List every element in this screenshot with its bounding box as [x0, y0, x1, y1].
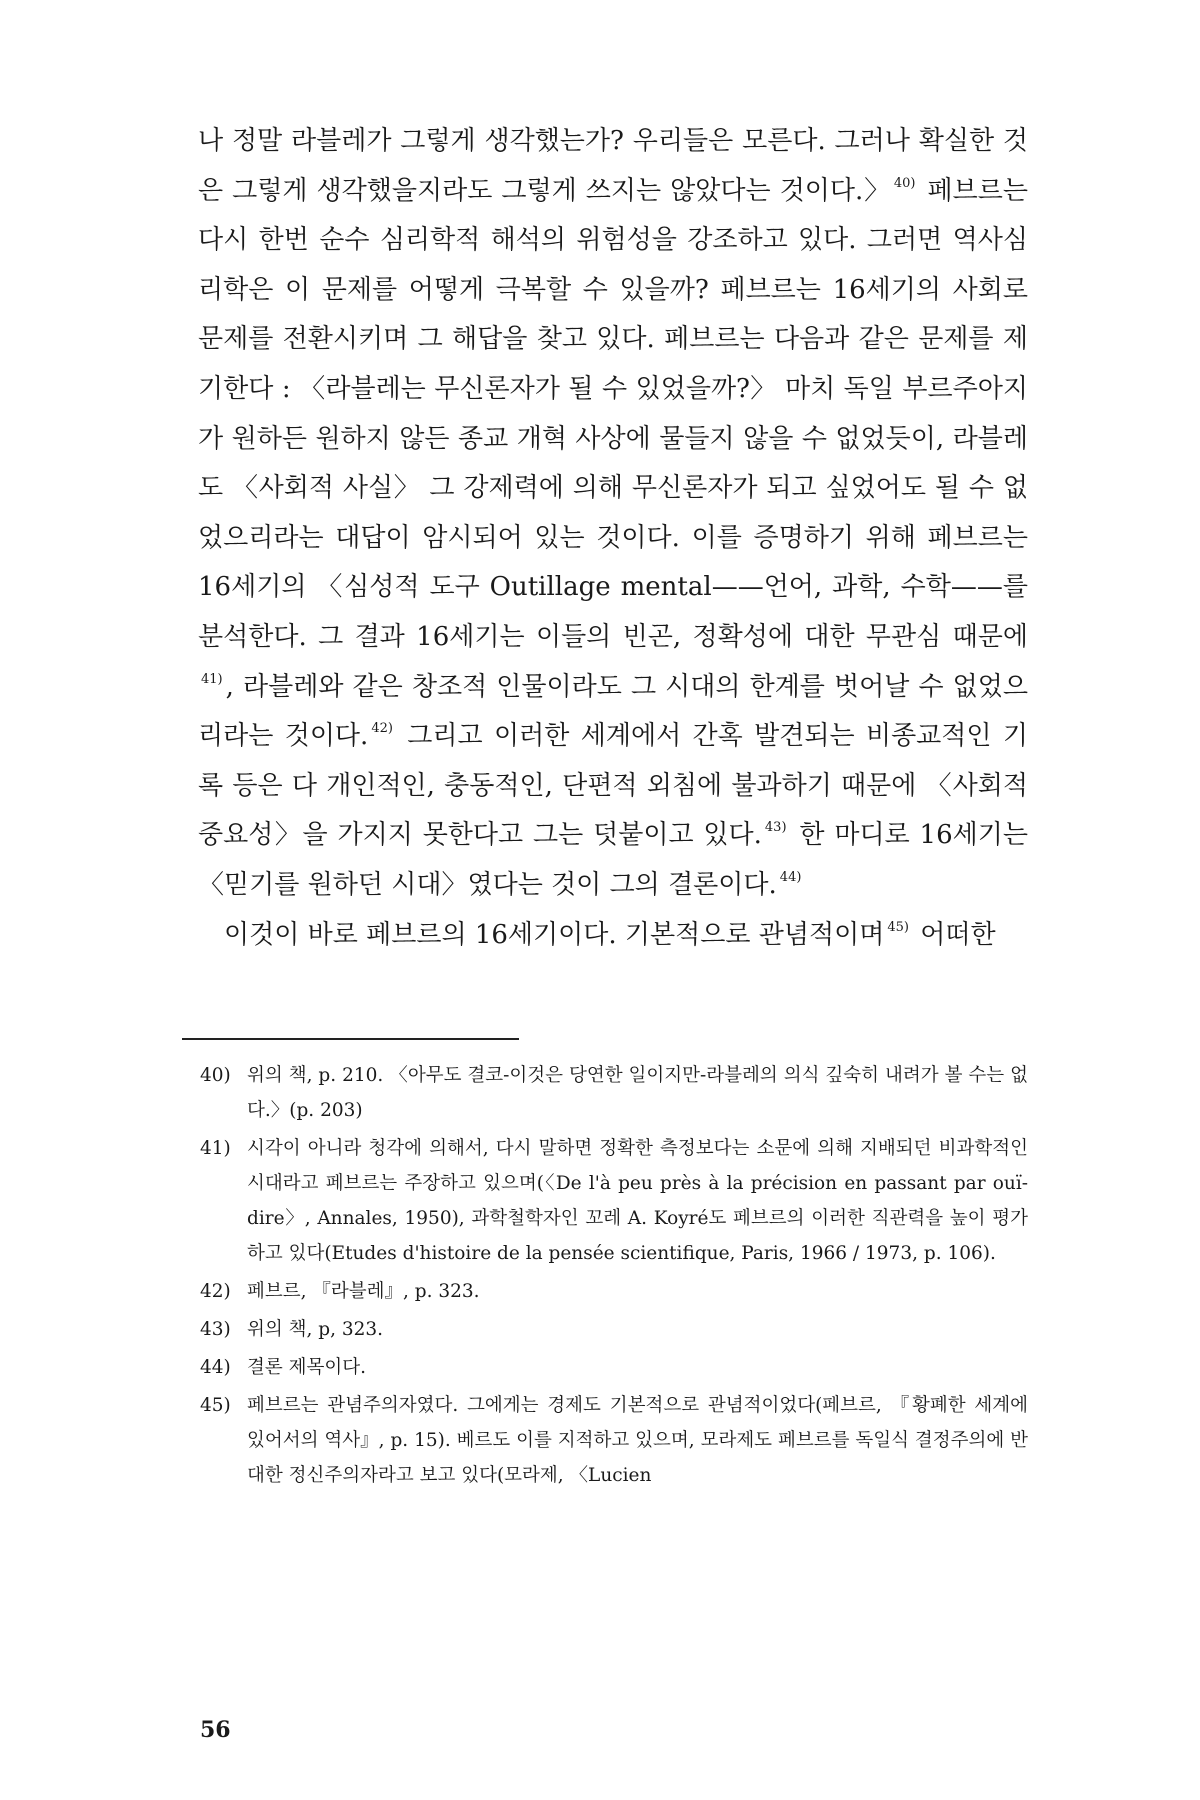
- text-run: 어떠한: [911, 919, 996, 950]
- footnote: [200, 1388, 1028, 1493]
- footnote-divider: [182, 1038, 519, 1040]
- footnote-number: 43): [200, 1319, 231, 1340]
- text-run: , 라블레와 같은 창조적 인물이라도 그 시대의 한계를 벗어날 수 없었으리라는 것이다.: [198, 671, 1028, 752]
- text-run: 그리고 이러한 세계에서 간혹 발견되는 비종교적인 기록 등은 다 개인적인, 충동적인, 단편적 외침에 불과하기 때문에 〈사회적 중요성〉을 가지지 못한다고 그는 덧붙이고 있다.: [198, 721, 1029, 851]
- footnote-text: 시각이 아니라 청각에 의해서, 다시 말하면 정확한 측정보다는 소문에 의해 지배되던 비과학적인 시대라고 페브르는 주장하고 있으며(〈De l'à peu près à la précision en passant par ouï-dire〉, Annales, 1950), 과학철학자인 꼬레 A. Koyré도 페브르의 이러한 직관력을 높이 평가하고 있다(Etudes d'histoire de la pensée scientifique, Paris, 1966 / 1973, p. 106).: [247, 1138, 1028, 1264]
- footnote: [200, 1274, 1028, 1309]
- footnote-ref: 40): [893, 175, 916, 191]
- text-run: 이것이 바로 페브르의 16세기이다. 기본적으로 관념적이며: [224, 919, 885, 950]
- footnote-text: 페브르, 『라블레』, p. 323.: [247, 1281, 480, 1302]
- text-run: 나 정말 라블레가 그렇게 생각했는가? 우리들은 모른다. 그러나 확실한 것은 그렇게 생각했을지라도 그렇게 쓰지는 않았다는 것이다.〉: [198, 126, 1028, 206]
- footnote-text: 결론 제목이다.: [247, 1357, 366, 1378]
- body-text: [198, 117, 1028, 960]
- footnote-text: 위의 책, p, 323.: [247, 1319, 384, 1340]
- footnote-number: 42): [200, 1281, 231, 1302]
- footnote-number: 44): [200, 1357, 231, 1378]
- footnote: [200, 1058, 1028, 1128]
- text-run: 페브르는 다시 한번 순수 심리학적 해석의 위험성을 강조하고 있다. 그러면 역사심리학은 이 문제를 어떻게 극복할 수 있을까? 페브르는 16세기의 사회로 문제를 전환시키며 그 해답을 찾고 있다. 페브르는 다음과 같은 문제를 제기한다 : 〈라블레는 무신론자가 될 수 있었을까?〉 마치 독일 부르주아지가 원하든 원하지 않든 종교 개혁 사상에 물들지 않을 수 없었듯이, 라블레도 〈사회적 사실〉 그 강제력에 의해 무신론자가 되고 싶었어도 될 수 없었으리라는 대답이 암시되어 있는 것이다. 이를 증명하기 위해 페브르는 16세기의 〈심성적 도구 Outillage mental——언어, 과학, 수학——를 분석한다. 그 결과 16세기는 이들의 빈곤, 정확성에 대한 무관심 때문에: [198, 175, 1028, 652]
- footnote-ref: 43): [764, 820, 787, 836]
- page-number: 56: [200, 1717, 231, 1743]
- footnote-number: 41): [200, 1138, 231, 1159]
- paragraph-2: [198, 911, 1028, 961]
- footnote-text: 위의 책, p. 210. 〈아무도 결코-이것은 당연한 일이지만-라블레의 의식 깊숙히 내려가 볼 수는 없다.〉(p. 203): [247, 1065, 1028, 1121]
- paragraph-1: [198, 117, 1028, 911]
- footnote-ref: 44): [779, 869, 802, 885]
- footnote: [200, 1131, 1028, 1271]
- footnote-number: 40): [200, 1065, 231, 1086]
- footnote-ref: 45): [887, 919, 909, 935]
- text-run: 한 마디로 16세기는 〈믿기를 원하던 시대〉였다는 것이 그의 결론이다.: [198, 820, 1028, 900]
- footnote: [200, 1350, 1028, 1385]
- footnote-ref: 41): [201, 671, 223, 687]
- footnote-ref: 42): [371, 721, 393, 737]
- footnote-text: 페브르는 관념주의자였다. 그에게는 경제도 기본적으로 관념적이었다(페브르, 『황폐한 세계에 있어서의 역사』, p. 15). 베르도 이를 지적하고 있으며, 모라제도 페브르를 독일식 결정주의에 반대한 정신주의자라고 보고 있다(모라제, 〈Lucien: [247, 1395, 1028, 1486]
- footnote-number: 45): [200, 1395, 231, 1416]
- footnotes: [200, 1058, 1028, 1496]
- footnote: [200, 1312, 1028, 1347]
